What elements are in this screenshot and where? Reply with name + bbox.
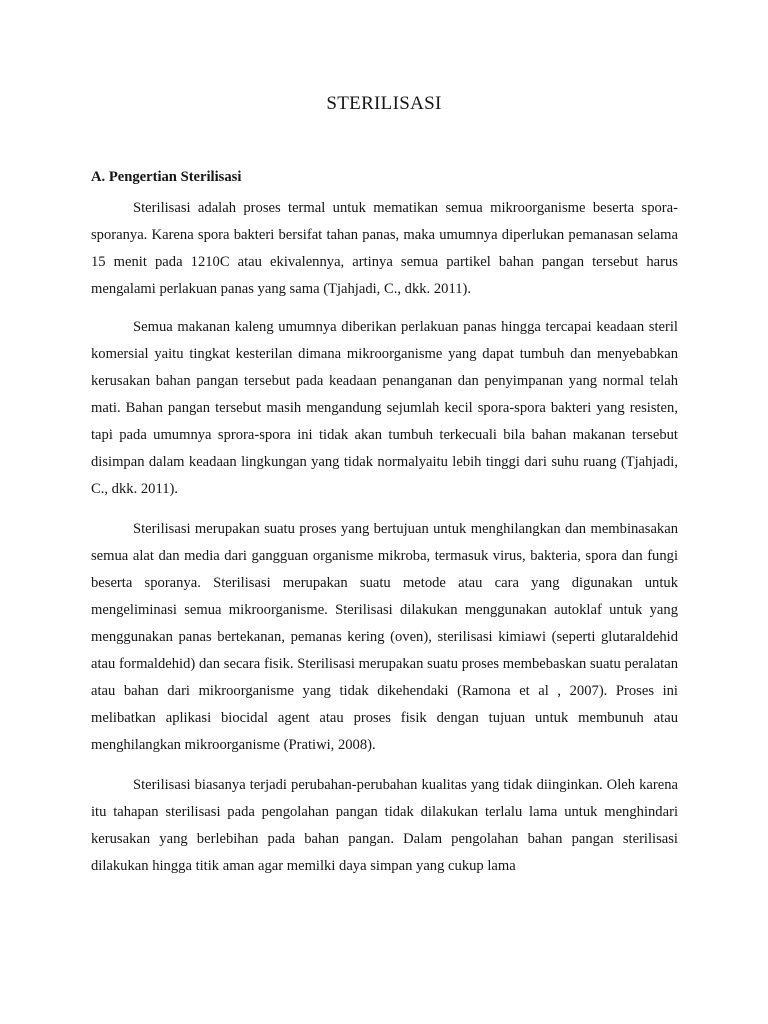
section-heading: A. Pengertian Sterilisasi [91, 169, 242, 185]
paragraph-4: Sterilisasi biasanya terjadi perubahan-perubahan kualitas yang tidak diinginkan. Oleh karena itu tahapan sterilisasi pada pengolahan pangan tidak dilakukan terlalu lama untuk menghindari kerusakan yang berlebihan pada bahan pangan. Dalam pengolahan bahan pangan sterilisasi dilakukan hingga titik aman agar memilki daya simpan yang cukup lama [91, 777, 678, 874]
paragraph-3: Sterilisasi merupakan suatu proses yang bertujuan untuk menghilangkan dan membinasakan semua alat dan media dari gangguan organisme mikroba, termasuk virus, bakteria, spora dan fungi beserta sporanya. Sterilisasi merupakan suatu metode atau cara yang digunakan untuk mengeliminasi semua mikroorganisme. Sterilisasi dilakukan menggunakan autoklaf untuk yang menggunakan panas bertekanan, pemanas kering (oven), sterilisasi kimiawi (seperti glutaraldehid atau formaldehid) dan secara fisik. Sterilisasi merupakan suatu proses membebaskan suatu peralatan atau bahan dari mikroorganisme yang tidak dikehendaki (Ramona et al , 2007). Proses ini melibatkan aplikasi biocidal agent atau proses fisik dengan tujuan untuk membunuh atau menghilangkan mikroorganisme (Pratiwi, 2008). [91, 521, 678, 753]
page-title: STERILISASI [326, 93, 442, 114]
paragraph-1: Sterilisasi adalah proses termal untuk mematikan semua mikroorganisme beserta spora-sporanya. Karena spora bakteri bersifat tahan panas, maka umumnya diperlukan pemanasan selama 15 menit pada 1210C atau ekivalennya, artinya semua partikel bahan pangan tersebut harus mengalami perlakuan panas yang sama (Tjahjadi, C., dkk. 2011). [91, 200, 678, 297]
paragraph-2: Semua makanan kaleng umumnya diberikan perlakuan panas hingga tercapai keadaan steril komersial yaitu tingkat kesterilan dimana mikroorganisme yang dapat tumbuh dan menyebabkan kerusakan bahan pangan tersebut pada keadaan penanganan dan penyimpanan yang normal telah mati. Bahan pangan tersebut masih mengandung sejumlah kecil spora-spora bakteri yang resisten, tapi pada umumnya sprora-spora ini tidak akan tumbuh terkecuali bila bahan makanan tersebut disimpan dalam keadaan lingkungan yang tidak normalyaitu lebih tinggi dari suhu ruang (Tjahjadi, C., dkk. 2011). [91, 319, 678, 497]
